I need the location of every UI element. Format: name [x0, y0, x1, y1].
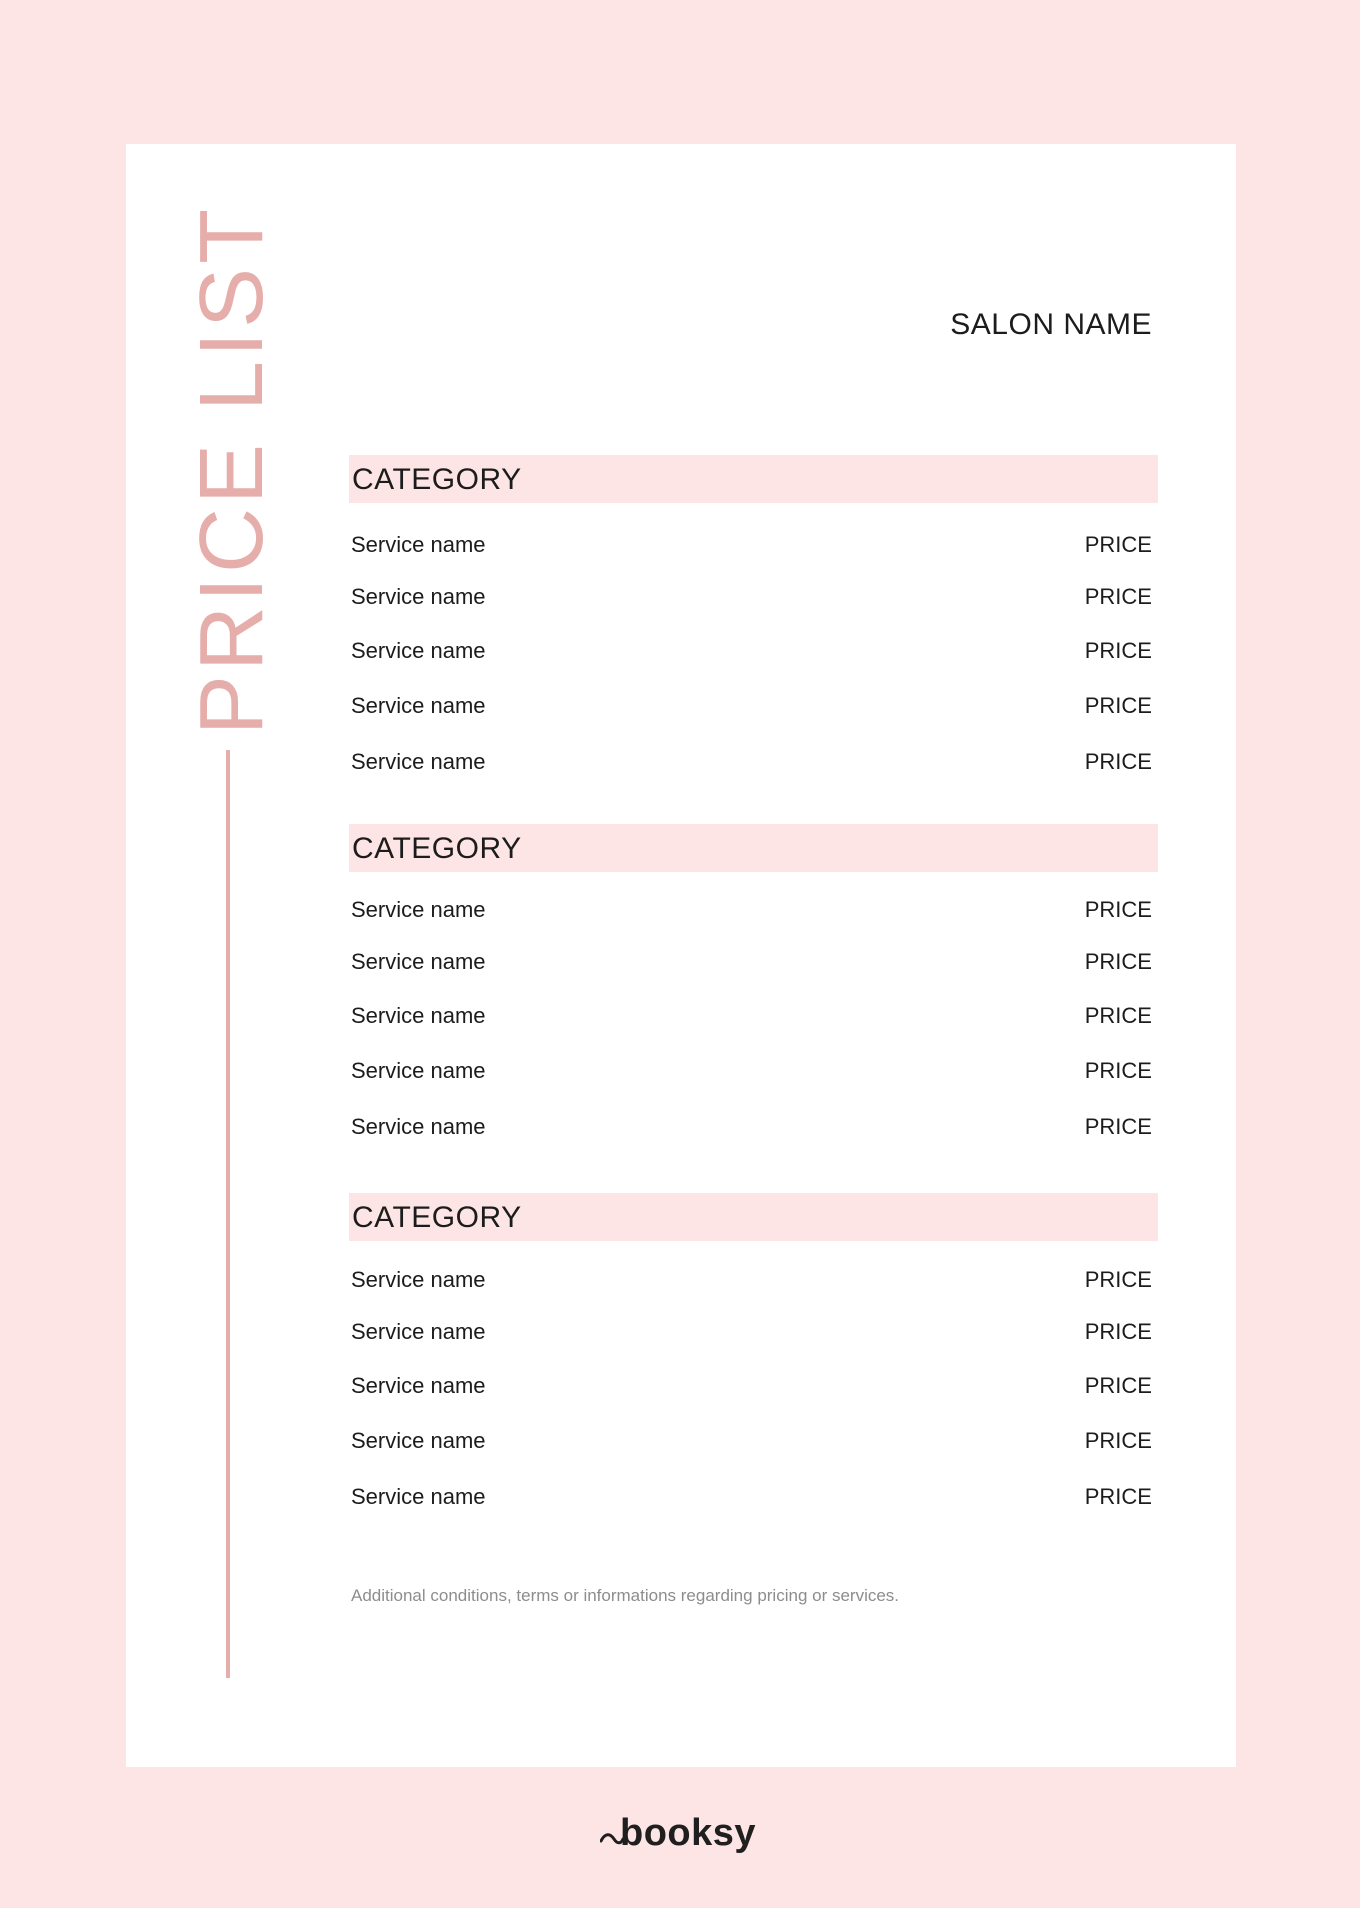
booksy-logo — [600, 1810, 762, 1856]
service-price: PRICE — [1084, 1428, 1152, 1453]
service-price: PRICE — [1084, 1373, 1152, 1398]
service-row — [351, 747, 1152, 777]
service-price: PRICE — [1084, 584, 1152, 609]
pricing-footnote: Additional conditions, terms or informations regarding pricing or services. — [351, 1586, 900, 1605]
service-price: PRICE — [1084, 1267, 1152, 1292]
service-price: PRICE — [1084, 949, 1152, 974]
service-name: Service name — [351, 1319, 486, 1344]
service-row — [351, 1001, 1152, 1031]
service-row — [351, 947, 1152, 977]
service-name: Service name — [351, 638, 486, 663]
service-price: PRICE — [1084, 532, 1152, 557]
service-row — [351, 530, 1152, 560]
service-name: Service name — [351, 532, 486, 557]
service-price: PRICE — [1084, 1484, 1152, 1509]
service-name: Service name — [351, 897, 486, 922]
service-price: PRICE — [1084, 638, 1152, 663]
service-price: PRICE — [1084, 897, 1152, 922]
service-name: Service name — [351, 1484, 486, 1509]
service-name: Service name — [351, 584, 486, 609]
service-row — [351, 1112, 1152, 1142]
service-row — [351, 1317, 1152, 1347]
service-row — [351, 1482, 1152, 1512]
price-list-title: PRICE LIST — [182, 204, 282, 736]
service-price: PRICE — [1084, 749, 1152, 774]
service-name: Service name — [351, 1114, 486, 1139]
service-row — [351, 582, 1152, 612]
category-header — [349, 455, 1158, 503]
booksy-logo-text: booksy — [620, 1812, 757, 1854]
service-name: Service name — [351, 1003, 486, 1028]
service-price: PRICE — [1084, 1003, 1152, 1028]
service-row — [351, 1371, 1152, 1401]
service-price: PRICE — [1084, 1319, 1152, 1344]
category-header — [349, 1193, 1158, 1241]
service-price: PRICE — [1084, 1114, 1152, 1139]
service-price: PRICE — [1084, 1058, 1152, 1083]
service-row — [351, 636, 1152, 666]
service-row — [351, 1265, 1152, 1295]
service-row — [351, 1426, 1152, 1456]
service-name: Service name — [351, 1058, 486, 1083]
category-header — [349, 824, 1158, 872]
service-row — [351, 895, 1152, 925]
service-name: Service name — [351, 1373, 486, 1398]
category-title: CATEGORY — [352, 1201, 522, 1234]
service-row — [351, 1056, 1152, 1086]
service-name: Service name — [351, 1428, 486, 1453]
category-title: CATEGORY — [352, 463, 522, 496]
side-divider-line — [226, 750, 230, 1678]
service-name: Service name — [351, 1267, 486, 1292]
service-name: Service name — [351, 749, 486, 774]
service-name: Service name — [351, 949, 486, 974]
service-name: Service name — [351, 693, 486, 718]
salon-name: SALON NAME — [950, 308, 1152, 341]
service-row — [351, 691, 1152, 721]
category-title: CATEGORY — [352, 832, 522, 865]
service-price: PRICE — [1084, 693, 1152, 718]
